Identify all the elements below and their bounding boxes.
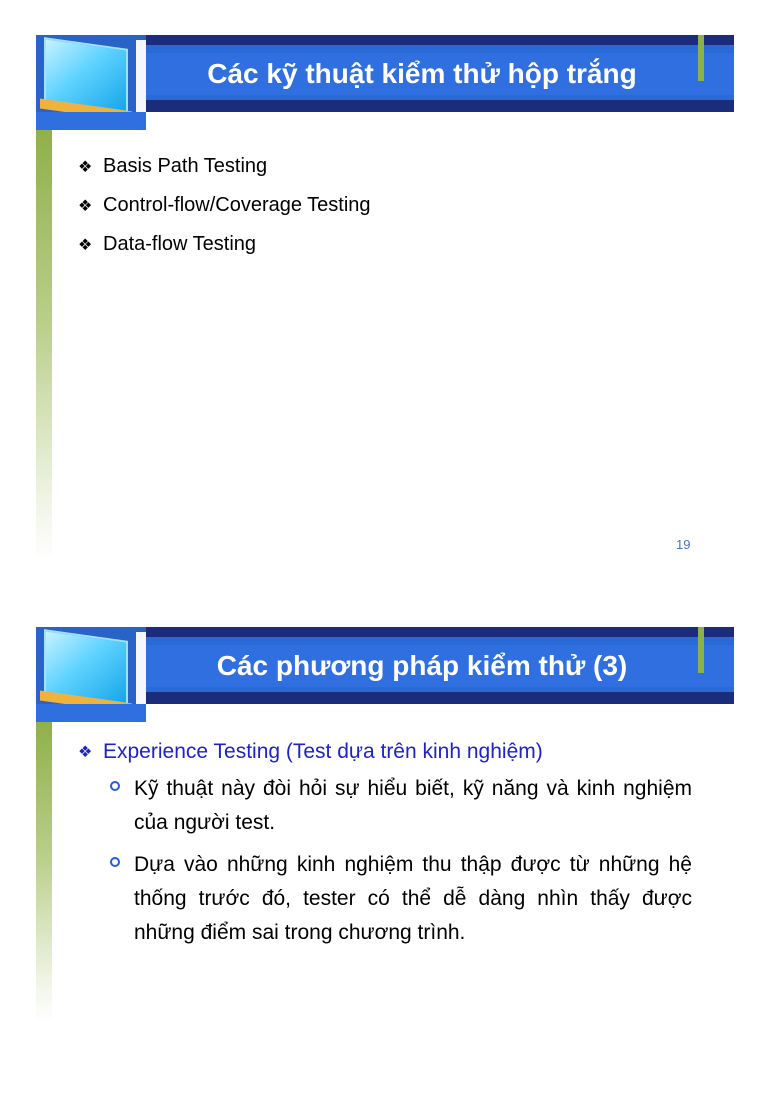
list-item bbox=[78, 147, 698, 186]
slide-title: Các phương pháp kiểm thử (3) bbox=[216, 650, 628, 681]
list-item bbox=[78, 186, 698, 225]
sub-bullet-text: Kỹ thuật này đòi hỏi sự hiểu biết, kỹ năng và kinh nghiệm của người test. bbox=[134, 777, 692, 834]
diamond-bullet-icon: ❖ bbox=[78, 236, 93, 254]
slide-title: Các kỹ thuật kiểm thử hộp trắng bbox=[207, 58, 637, 89]
header-corner-block bbox=[36, 704, 146, 722]
list-item bbox=[110, 848, 692, 950]
diamond-bullet-icon: ❖ bbox=[78, 158, 93, 176]
main-bullet bbox=[78, 734, 543, 770]
circle-bullet-icon bbox=[110, 781, 120, 791]
sub-bullet-text: Dựa vào những kinh nghiệm thu thập được từ những hệ thống trước đó, tester có thể dễ dàng nhìn thấy được những điểm sai trong chương trình. bbox=[134, 853, 692, 944]
header-corner-block bbox=[36, 112, 146, 130]
header-accent-bar bbox=[698, 627, 704, 673]
bullet-text: Control-flow/Coverage Testing bbox=[103, 194, 371, 216]
side-decoration-bar bbox=[36, 130, 52, 560]
slide-1 bbox=[0, 30, 768, 552]
list-item bbox=[110, 772, 692, 840]
page-number: 19 bbox=[676, 537, 691, 552]
diamond-bullet-icon: ❖ bbox=[78, 197, 93, 215]
bullet-text: Data-flow Testing bbox=[103, 233, 257, 255]
bullet-list bbox=[78, 147, 698, 264]
diamond-bullet-icon: ❖ bbox=[78, 744, 93, 761]
circle-bullet-icon bbox=[110, 857, 120, 867]
slide-2 bbox=[0, 622, 768, 1102]
main-bullet-text: Experience Testing (Test dựa trên kinh nghiệm) bbox=[103, 740, 543, 763]
side-decoration-bar bbox=[36, 722, 52, 1022]
list-item bbox=[78, 225, 698, 264]
sub-bullet-list bbox=[110, 772, 692, 958]
header-accent-bar bbox=[698, 35, 704, 81]
bullet-text: Basis Path Testing bbox=[103, 155, 268, 177]
